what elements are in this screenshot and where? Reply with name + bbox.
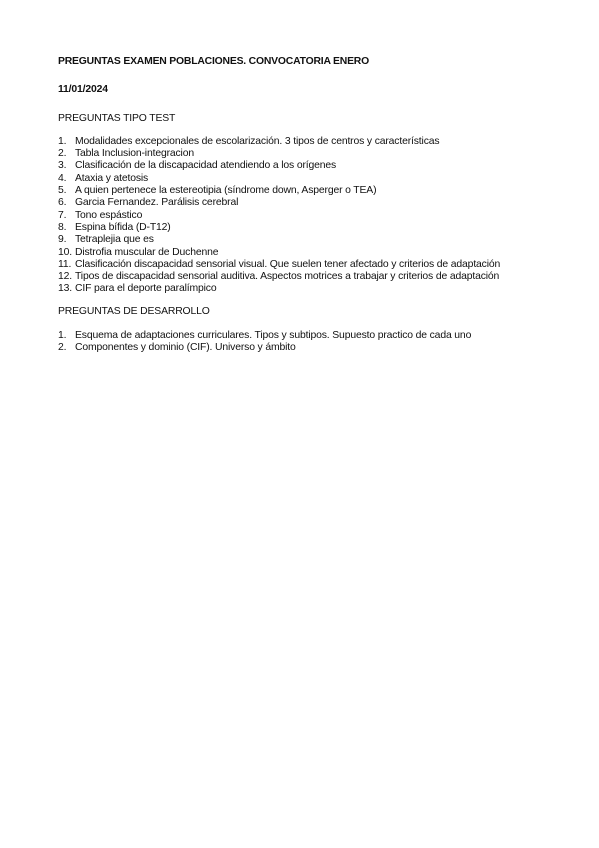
list-item bbox=[58, 234, 538, 246]
item-text: A quien pertenece la estereotipia (síndrome down, Asperger o TEA) bbox=[75, 185, 377, 197]
item-text: Tipos de discapacidad sensorial auditiva. Aspectos motrices a trabajar y criterios de adaptación bbox=[75, 271, 500, 283]
item-number: 3. bbox=[58, 160, 67, 172]
list-item bbox=[58, 210, 538, 222]
item-text: Modalidades excepcionales de escolarización. 3 tipos de centros y características bbox=[75, 135, 440, 147]
list-item bbox=[58, 271, 538, 283]
item-number: 2. bbox=[58, 342, 67, 354]
item-text: Clasificación discapacidad sensorial visual. Que suelen tener afectado y criterios de adaptación bbox=[75, 258, 501, 270]
list-item bbox=[58, 222, 538, 234]
item-number: 11. bbox=[58, 258, 72, 270]
document-date: 11/01/2024 bbox=[58, 84, 108, 96]
list-item bbox=[58, 160, 538, 172]
item-number: 5. bbox=[58, 185, 67, 197]
list-item bbox=[58, 247, 538, 259]
item-number: 8. bbox=[58, 221, 67, 233]
item-number: 4. bbox=[58, 172, 67, 184]
document-content bbox=[58, 56, 538, 355]
development-question-list bbox=[58, 330, 538, 355]
list-item bbox=[58, 197, 538, 209]
list-item bbox=[58, 259, 538, 271]
item-text: Distrofia muscular de Duchenne bbox=[75, 246, 219, 258]
item-number: 1. bbox=[58, 330, 67, 342]
list-item bbox=[58, 173, 538, 185]
list-item bbox=[58, 148, 538, 160]
list-item bbox=[58, 136, 538, 148]
test-section-heading: PREGUNTAS TIPO TEST bbox=[58, 112, 176, 124]
item-number: 10. bbox=[58, 246, 72, 258]
item-text: Clasificación de la discapacidad atendiendo a los orígenes bbox=[75, 160, 337, 172]
item-text: Tono espástico bbox=[75, 209, 143, 221]
item-text: Espina bífida (D-T12) bbox=[75, 221, 171, 233]
item-number: 6. bbox=[58, 197, 67, 209]
item-text: Tabla Inclusion-integracion bbox=[75, 148, 194, 160]
item-number: 1. bbox=[58, 135, 67, 147]
item-number: 13. bbox=[58, 283, 72, 295]
item-number: 2. bbox=[58, 148, 67, 160]
development-section-heading: PREGUNTAS DE DESARROLLO bbox=[58, 305, 210, 317]
item-text: CIF para el deporte paralímpico bbox=[75, 283, 217, 295]
list-item bbox=[58, 342, 538, 354]
item-number: 12. bbox=[58, 271, 72, 283]
item-text: Ataxia y atetosis bbox=[75, 172, 149, 184]
item-text: Tetraplejia que es bbox=[75, 234, 154, 246]
list-item bbox=[58, 330, 538, 342]
item-number: 9. bbox=[58, 234, 67, 246]
document-title: PREGUNTAS EXAMEN POBLACIONES. CONVOCATORIA ENERO bbox=[58, 56, 369, 67]
list-item bbox=[58, 283, 538, 295]
item-text: Garcia Fernandez. Parálisis cerebral bbox=[75, 197, 239, 209]
item-text: Esquema de adaptaciones curriculares. Tipos y subtipos. Supuesto practico de cada uno bbox=[75, 330, 472, 342]
item-number: 7. bbox=[58, 209, 67, 221]
item-text: Componentes y dominio (CIF). Universo y ámbito bbox=[75, 342, 296, 354]
test-question-list bbox=[58, 136, 538, 296]
list-item bbox=[58, 185, 538, 197]
